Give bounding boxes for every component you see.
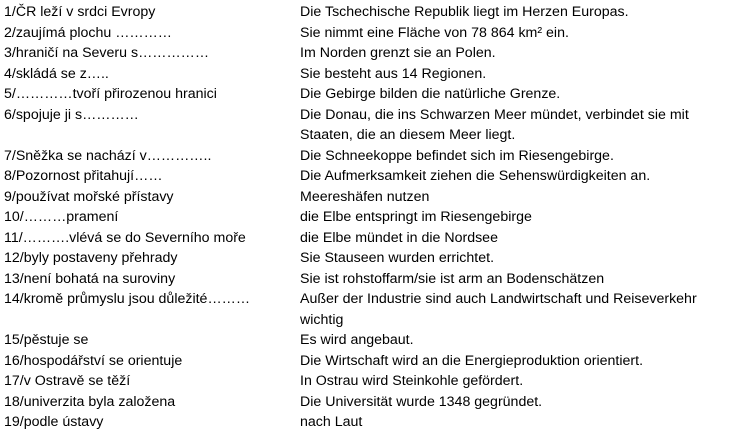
czech-phrase: 18/univerzita byla založena: [4, 393, 176, 410]
table-row: [4, 146, 728, 167]
german-line: Die Schneekoppe befindet sich im Riesengebirge.: [300, 147, 614, 164]
czech-phrase: 19/podle ústavy: [4, 414, 104, 430]
german-line: Die Tschechische Republik liegt im Herzen Europas.: [300, 4, 629, 20]
german-translation: [300, 351, 728, 372]
table-row: [4, 330, 728, 351]
german-translation: [300, 207, 728, 228]
german-translation: [300, 187, 728, 208]
german-translation: [300, 392, 728, 413]
german-translation: [300, 43, 728, 64]
german-line: Sie besteht aus 14 Regionen.: [300, 65, 487, 82]
czech-phrase: 14/kromě průmyslu jsou důležité………: [4, 291, 251, 307]
czech-phrase: 9/používat mořské přístavy: [4, 188, 174, 205]
table-row: [4, 64, 728, 85]
czech-phrase: 8/Pozornost přitahují……: [4, 168, 163, 184]
german-translation: [300, 146, 728, 167]
german-line: nach Laut: [300, 414, 363, 430]
german-line: die Elbe mündet in die Nordsee: [300, 229, 498, 246]
german-translation: [300, 64, 728, 85]
table-row: [4, 392, 728, 413]
german-translation: [300, 23, 728, 44]
german-translation: [300, 2, 728, 23]
czech-phrase: 10/………pramení: [4, 209, 119, 225]
german-line: die Elbe entspringt im Riesengebirge: [300, 209, 532, 225]
table-row: [4, 269, 728, 290]
czech-phrase: 7/Sněžka se nachází v…………..: [4, 147, 212, 164]
german-translation: [300, 269, 728, 290]
czech-phrase: 15/pěstuje se: [4, 332, 89, 348]
czech-phrase: 16/hospodářství se orientuje: [4, 352, 183, 369]
czech-phrase: 4/skládá se z…..: [4, 65, 109, 82]
german-translation: [300, 166, 728, 187]
german-line: Die Aufmerksamkeit ziehen die Sehenswürdigkeiten an.: [300, 168, 651, 184]
german-line: Es wird angebaut.: [300, 332, 414, 348]
czech-phrase: 17/v Ostravě se těží: [4, 373, 131, 389]
czech-phrase: 5/…………tvoří přirozenou hranici: [4, 86, 217, 102]
german-line: Sie nimmt eine Fläche von 78 864 km² ein.: [300, 24, 569, 41]
german-line: Sie ist rohstoffarm/sie ist arm an Bodenschätzen: [300, 270, 605, 287]
german-translation: [300, 105, 728, 146]
czech-phrase: 11/……….vlévá se do Severního moře: [4, 229, 246, 246]
czech-phrase: 12/byly postaveny přehrady: [4, 250, 178, 266]
german-translation: [300, 84, 728, 105]
table-row: [4, 228, 728, 249]
czech-phrase: 3/hraničí na Severu s……………: [4, 45, 210, 61]
german-line: Sie Stauseen wurden errichtet.: [300, 250, 495, 266]
table-row: [4, 351, 728, 372]
german-line: Außer der Industrie sind auch Landwirtschaft und Reiseverkehr: [300, 291, 697, 307]
table-row: [4, 412, 728, 433]
german-translation: [300, 371, 728, 392]
table-row: [4, 207, 728, 228]
german-line: In Ostrau wird Steinkohle gefördert.: [300, 373, 524, 389]
table-row: [4, 43, 728, 64]
czech-phrase: 2/zaujímá plochu …………: [4, 24, 172, 41]
czech-phrase: 13/není bohatá na suroviny: [4, 270, 176, 287]
german-line: wichtig: [300, 311, 344, 328]
table-row: [4, 2, 728, 23]
vocabulary-table: [4, 2, 728, 433]
czech-phrase: 1/ČR leží v srdci Evropy: [4, 4, 156, 20]
table-row: [4, 105, 728, 146]
table-row: [4, 84, 728, 105]
german-translation: [300, 412, 728, 433]
german-translation: [300, 228, 728, 249]
german-line: Meereshäfen nutzen: [300, 188, 430, 205]
table-row: [4, 289, 728, 330]
german-line: Die Donau, die ins Schwarzen Meer mündet, verbindet sie mit: [300, 106, 689, 123]
table-row: [4, 248, 728, 269]
german-translation: [300, 248, 728, 269]
german-line: Die Wirtschaft wird an die Energieproduktion orientiert.: [300, 352, 644, 369]
czech-phrase: 6/spojuje ji s…………: [4, 106, 139, 123]
german-line: Die Gebirge bilden die natürliche Grenze.: [300, 86, 561, 102]
german-line: Im Norden grenzt sie an Polen.: [300, 45, 496, 61]
table-row: [4, 371, 728, 392]
german-line: Die Universität wurde 1348 gegründet.: [300, 393, 543, 410]
table-row: [4, 23, 728, 44]
german-translation: [300, 289, 728, 330]
german-translation: [300, 330, 728, 351]
table-row: [4, 187, 728, 208]
table-row: [4, 166, 728, 187]
german-line: Staaten, die an diesem Meer liegt.: [300, 127, 516, 143]
